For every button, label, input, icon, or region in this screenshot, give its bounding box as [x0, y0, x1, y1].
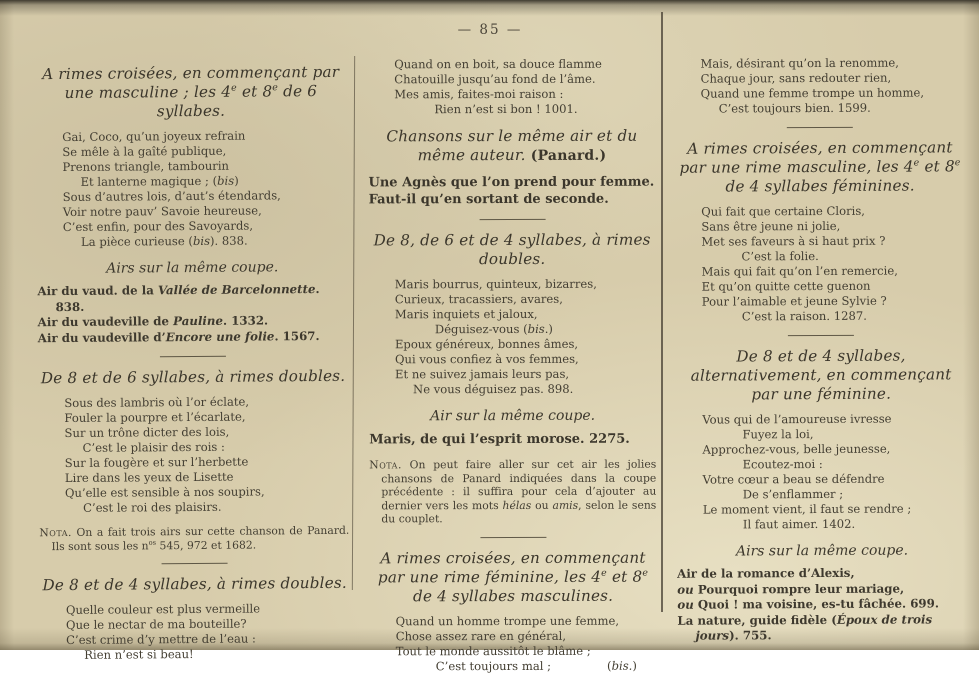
air-reference-line: ou Pourquoi rompre leur mariage,: [677, 581, 905, 597]
section-heading: A rimes croisées, en commençant par une rime féminine, les 4e et 8e de 4 syllabes masculines.: [377, 548, 649, 605]
song-title-line: Faut-il qu’en sortant de seconde.: [368, 191, 609, 208]
section-heading: Chansons sur le même air et du même auteur. (Panard.): [386, 126, 638, 165]
verse-line: C’est le plaisir des rois :: [82, 439, 225, 455]
verse-line: Fouler la pourpre et l’écarlate,: [64, 409, 246, 426]
verse-line: Sur un trône dicter des lois,: [64, 424, 230, 441]
section-heading: A rimes croisées, en commençant par une masculine ; les 4e et 8e de 6 syllabes.: [42, 62, 340, 121]
air-subheading: Airs sur la même coupe.: [106, 259, 279, 277]
nota-note: Nota. On peut faire aller sur cet air les jolies chansons de Panard indiquées dans la coupe précédente : il suffira pour cela d’ajouter au dernier vers les mots hélas ou amis, selon le sens du couplet.: [369, 457, 657, 526]
verse-line: C’est la folie.: [741, 249, 819, 264]
verse-line: Curieux, tracassiers, avares,: [394, 291, 563, 307]
verse-line: Le moment vient, il faut se rendre ;: [702, 501, 912, 517]
section-divider: [160, 356, 226, 358]
verse-line: Maris inquiets et jaloux,: [394, 306, 538, 322]
verse-line: Mais qui fait qu’on l’en remercie,: [701, 263, 898, 279]
verse-line: C’est le roi des plaisirs.: [83, 499, 222, 515]
page-number: — 85 —: [457, 22, 523, 38]
column-divider-rule-left: [352, 56, 355, 590]
song-title-line: Une Agnès que l’on prend pour femme.: [368, 174, 655, 191]
verse-line: Fuyez la loi,: [742, 427, 814, 442]
section-divider: [788, 335, 854, 336]
verse: [40, 601, 350, 663]
verse: [369, 277, 656, 398]
verse-line: Pour l’aimable et jeune Sylvie ?: [701, 293, 887, 309]
column-divider-rule-right: [661, 12, 663, 612]
verse-line: Qu’elle est sensible à nos soupirs,: [64, 484, 265, 501]
verse-line: Et lanterne magique ; (bis): [80, 173, 239, 189]
verse: [370, 613, 657, 674]
verse-line: Quand un homme trompe une femme,: [395, 613, 620, 628]
verse-line: De s’enflammer ;: [742, 486, 844, 502]
verse-line: Rien n’est si bon ! 1001.: [434, 101, 578, 117]
verse-line: Quand on en boit, sa douce flamme: [394, 56, 602, 72]
verse-line: Mes amis, faites-moi raison :: [394, 86, 564, 102]
verse-line: Voir notre pauv’ Savoie heureuse,: [62, 203, 262, 220]
section-divider: [787, 127, 853, 128]
verse-line: Que le nectar de ma bouteille?: [65, 616, 247, 633]
text-column-right: [674, 55, 967, 652]
air-reference-list: [37, 282, 347, 346]
verse: [36, 128, 347, 250]
section-heading: De 8, de 6 et de 4 syllabes, à rimes doubles.: [373, 230, 651, 269]
verse-line: Maris bourrus, quinteux, bizarres,: [394, 276, 597, 292]
air-reference-line: La nature, guide fidèle (Époux de trois jours). 755.: [677, 611, 933, 643]
nota-lead: Nota.: [369, 458, 402, 472]
verse-line: Chose assez rare en général,: [395, 628, 567, 643]
section-divider: [479, 219, 545, 220]
verse-line: Il faut aimer. 1402.: [742, 516, 856, 532]
song-title-lines: [368, 174, 655, 209]
air-reference-line: Air du vaudeville de Pauline. 1332.: [37, 313, 269, 330]
verse: [675, 203, 966, 325]
text-column-left: [36, 59, 351, 673]
verse-line: Lire dans les yeux de Lisette: [64, 469, 234, 486]
verse-line: Epoux généreux, bonnes âmes,: [394, 336, 579, 352]
section-heading: De 8 et de 6 syllabes, à rimes doubles.: [40, 366, 346, 388]
nota-lead: Nota.: [39, 525, 72, 540]
verse-line: Déguisez-vous (bis.): [434, 321, 553, 337]
verse-line: Qui fait que certaine Cloris,: [701, 203, 865, 219]
section-heading: De 8 et de 4 syllabes, alternativement, en commençant par une féminine.: [690, 346, 952, 404]
verse-line: Prenons triangle, tambourin: [62, 158, 230, 175]
verse-line: Gai, Coco, qu’un joyeux refrain: [62, 128, 246, 145]
air-reference-line: Air du vaud. de la Vallée de Barcelonnette. 838.: [37, 282, 320, 314]
verse-line: Ecoutez-moi :: [742, 456, 823, 472]
air-subheading: Air sur la même coupe.: [430, 407, 596, 425]
air-subheading: Airs sur la même coupe.: [735, 542, 909, 560]
song-title-line: Maris, de qui l’esprit morose. 2275.: [369, 431, 630, 448]
text-column-middle: [368, 57, 657, 684]
air-reference-line: ou Quoi ! ma voisine, es-tu fâchée. 699.: [677, 596, 939, 612]
verse-line: C’est crime d’y mettre de l’eau :: [66, 631, 256, 648]
verse-line: C’est la raison. 1287.: [741, 308, 867, 324]
verse-line: Votre cœur a beau se défendre: [702, 471, 885, 487]
section-divider: [480, 536, 546, 537]
verse-line: Sous d’autres lois, d’aut’s étendards,: [62, 188, 281, 205]
verse-line: C’est enfin, pour des Savoyards,: [62, 218, 254, 235]
verse-line: Ne vous déguisez pas. 898.: [413, 381, 574, 397]
verse-line: Sur la fougère et sur l’herbette: [64, 454, 249, 471]
nota-note: Nota. On a fait trois airs sur cette chanson de Panard. Ils sont sous les $n^{os}$ 545, 972 et 1682.: [39, 523, 350, 553]
air-reference-line: Air du vaudeville d’Encore une folie. 1567.: [37, 328, 320, 345]
air-reference-list: [677, 565, 967, 644]
bis-mark: (bis.): [607, 658, 637, 673]
verse-line: Tout le monde aussitôt le blâme ;: [395, 643, 591, 658]
verse-line: Qui vous confiez à vos femmes,: [394, 351, 579, 367]
verse-line: Vous qui de l’amoureuse ivresse: [702, 411, 892, 427]
verse: [38, 394, 349, 516]
verse-line: Mais, désirant qu’on la renomme,: [700, 55, 899, 71]
section-divider: [162, 563, 228, 565]
verse-line: Rien n’est si beau!: [84, 647, 194, 662]
section-heading: De 8 et de 4 syllabes, à rimes doubles.: [42, 573, 347, 595]
verse-line: Quand une femme trompe un homme,: [700, 85, 925, 101]
verse: [676, 411, 967, 533]
verse-line: Sans être jeune ni jolie,: [701, 218, 841, 234]
verse-line: Et qu’on quitte cette guenon: [701, 278, 871, 294]
verse: [674, 55, 964, 117]
air-reference-line: Air de la romance d’Alexis,: [677, 565, 855, 581]
verse-line: Chaque jour, sans redouter rien,: [700, 70, 892, 86]
verse-line: C’est toujours mal ; (bis.): [435, 658, 637, 673]
verse-line: Met ses faveurs à si haut prix ?: [701, 233, 886, 249]
verse-line: Et ne suivez jamais leurs pas,: [394, 366, 570, 382]
verse-line: Sous des lambris où l’or éclate,: [64, 394, 250, 411]
verse-line: C’est toujours bien. 1599.: [718, 100, 871, 116]
verse-line: La pièce curieuse (bis). 838.: [80, 233, 248, 249]
verse-line: Quelle couleur est plus vermeille: [65, 601, 261, 618]
section-heading: A rimes croisées, en commençant par une rime masculine, les 4e et 8e de 4 syllabes féminines.: [679, 138, 961, 196]
verse-line: Approchez-vous, belle jeunesse,: [702, 441, 891, 457]
verse: [368, 57, 655, 118]
song-title-lines: [369, 431, 656, 449]
verse-line: Chatouille jusqu’au fond de l’âme.: [394, 71, 596, 87]
verse-line: Se mêle à la gaîté publique,: [62, 143, 227, 160]
